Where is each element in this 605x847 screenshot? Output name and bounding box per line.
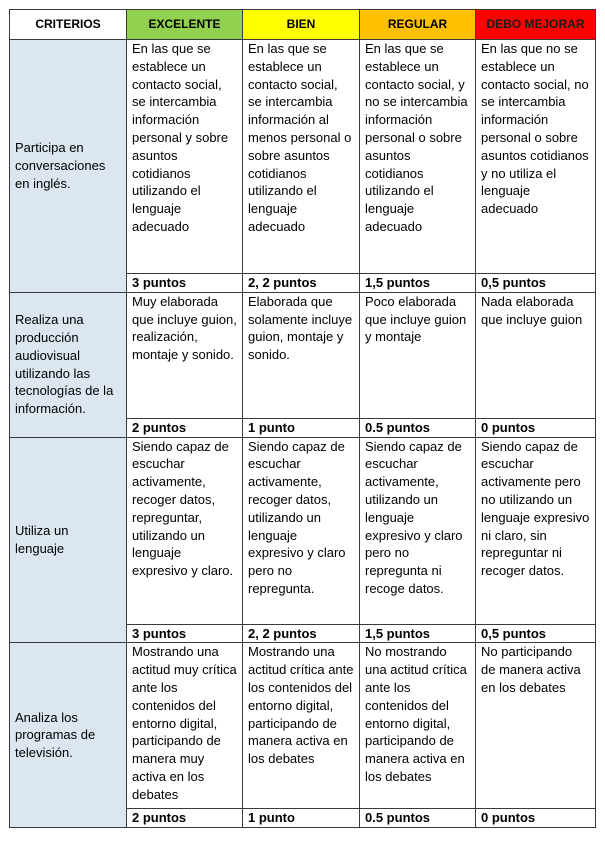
desc-bien: Siendo capaz de escuchar activamente, recoger datos, utilizando un lenguaje expresivo y claro pero no repregunta. [243, 437, 360, 624]
criterion-cell: Analiza los programas de televisión. [10, 643, 127, 828]
points-regular: 0.5 puntos [360, 809, 476, 828]
desc-debo-mejorar: Siendo capaz de escuchar activamente pero no utilizando un lenguaje expresivo ni claro, sin repreguntar ni recoger datos. [476, 437, 596, 624]
points-regular: 1,5 puntos [360, 624, 476, 643]
desc-bien: Mostrando una actitud crítica ante los contenidos del entorno digital, participando de manera activa en los debates [243, 643, 360, 809]
points-bien: 1 punto [243, 418, 360, 437]
points-excelente: 2 puntos [127, 418, 243, 437]
points-excelente: 3 puntos [127, 624, 243, 643]
points-excelente: 2 puntos [127, 809, 243, 828]
points-debo-mejorar: 0 puntos [476, 809, 596, 828]
criterion-cell: Utiliza un lenguaje [10, 437, 127, 643]
points-regular: 1,5 puntos [360, 274, 476, 293]
points-debo-mejorar: 0 puntos [476, 418, 596, 437]
desc-bien: Elaborada que solamente incluye guion, montaje y sonido. [243, 292, 360, 418]
desc-bien: En las que se establece un contacto social, se intercambia información al menos personal o sobre asuntos cotidianos utilizando el lenguaje adecuado [243, 40, 360, 274]
points-debo-mejorar: 0,5 puntos [476, 624, 596, 643]
header-debo-mejorar: DEBO MEJORAR [476, 10, 596, 40]
desc-regular: Poco elaborada que incluye guion y montaje [360, 292, 476, 418]
table-row [10, 437, 596, 624]
desc-debo-mejorar: No participando de manera activa en los debates [476, 643, 596, 809]
rubric-table [9, 9, 596, 828]
desc-excelente: En las que se establece un contacto social, se intercambia información personal y sobre asuntos cotidianos utilizando el lenguaje adecuado [127, 40, 243, 274]
criterion-cell: Realiza una producción audiovisual utilizando las tecnologías de la información. [10, 292, 127, 437]
points-bien: 2, 2 puntos [243, 624, 360, 643]
criterion-cell: Participa en conversaciones en inglés. [10, 40, 127, 293]
table-row [10, 292, 596, 418]
desc-debo-mejorar: En las que no se establece un contacto social, no se intercambia información personal o sobre asuntos cotidianos y no utiliza el lenguaje adecuado [476, 40, 596, 274]
desc-excelente: Muy elaborada que incluye guion, realización, montaje y sonido. [127, 292, 243, 418]
header-bien: BIEN [243, 10, 360, 40]
header-row [10, 10, 596, 40]
points-excelente: 3 puntos [127, 274, 243, 293]
table-row [10, 643, 596, 809]
header-excelente: EXCELENTE [127, 10, 243, 40]
desc-regular: No mostrando una actitud crítica ante los contenidos del entorno digital, participando de manera activa en los debates [360, 643, 476, 809]
desc-excelente: Siendo capaz de escuchar activamente, recoger datos, repreguntar, utilizando un lenguaje expresivo y claro. [127, 437, 243, 624]
desc-debo-mejorar: Nada elaborada que incluye guion [476, 292, 596, 418]
points-debo-mejorar: 0,5 puntos [476, 274, 596, 293]
desc-regular: En las que se establece un contacto social, y no se intercambia información personal o sobre asuntos cotidianos utilizando el lenguaje adecuado [360, 40, 476, 274]
header-criterios: CRITERIOS [10, 10, 127, 40]
points-bien: 1 punto [243, 809, 360, 828]
header-regular: REGULAR [360, 10, 476, 40]
desc-regular: Siendo capaz de escuchar activamente, utilizando un lenguaje expresivo y claro pero no repregunta ni recoge datos. [360, 437, 476, 624]
points-bien: 2, 2 puntos [243, 274, 360, 293]
points-regular: 0.5 puntos [360, 418, 476, 437]
desc-excelente: Mostrando una actitud muy crítica ante los contenidos del entorno digital, participando de manera muy activa en los debates [127, 643, 243, 809]
table-row [10, 40, 596, 274]
